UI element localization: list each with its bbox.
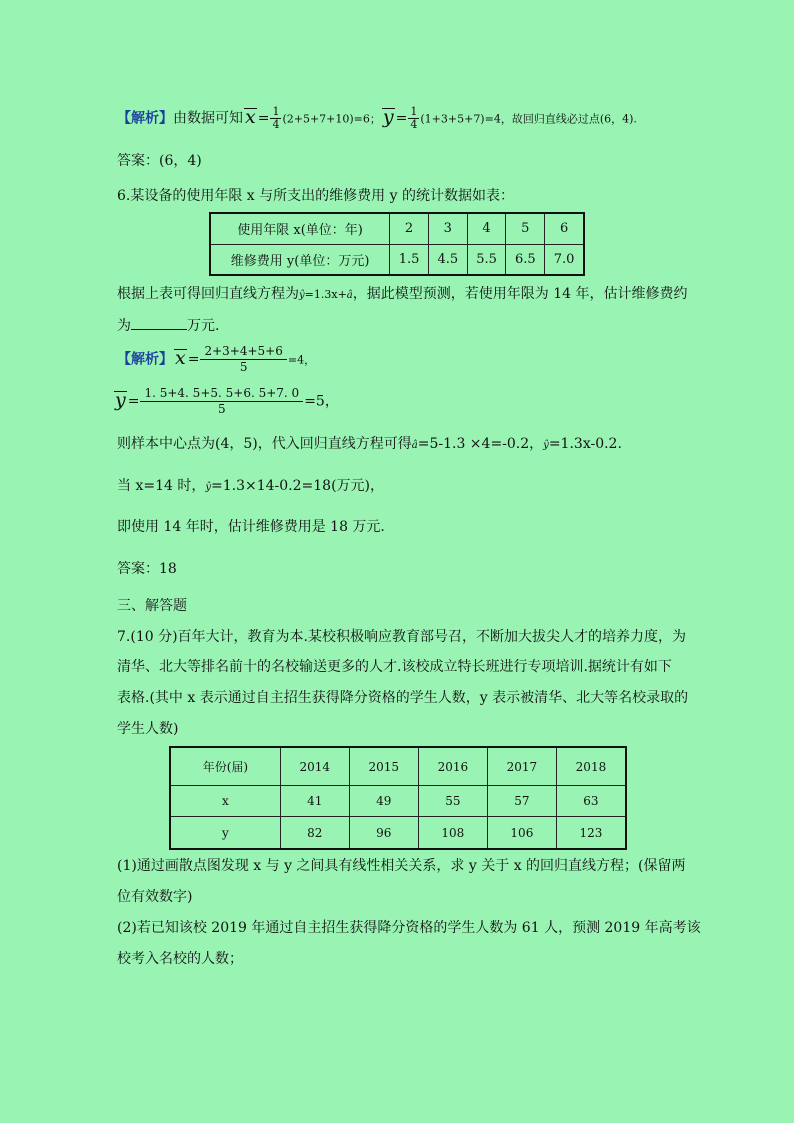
q6-line-3: 为 万元. — [117, 315, 219, 336]
answer-1: 答案：(6，4) — [117, 153, 202, 169]
q7-table — [169, 746, 627, 850]
y-bar: y — [382, 105, 394, 128]
q7-line-4: 学生人数) — [117, 721, 179, 737]
analysis2-estimate: 即使用 14 年时，估计维修费用是 18 万元. — [117, 519, 385, 535]
x-fraction: $\frac{2+3+4+5+6}{5}$ — [200, 344, 286, 375]
table-row: 使用年限 x(单位：年) 2 3 4 5 6 — [210, 213, 584, 244]
table-row: 维修费用 y(单位：万元) 1.5 4.5 5.5 6.5 7.0 — [210, 244, 584, 275]
analysis-tag: 【解析】 — [117, 110, 173, 127]
x-bar: x — [245, 105, 256, 128]
q7-sub2-line-2: 校考入名校的人数； — [117, 951, 243, 967]
fraction-quarter: $\frac{1}{4}$ — [272, 105, 280, 131]
y-bar-2: y — [115, 388, 126, 411]
table-row: x 41 49 55 57 63 — [170, 786, 626, 817]
analysis2-when: 当 x=14 时，ŷ=1.3×14-0.2=18(万元)， — [117, 478, 385, 494]
answer-2: 答案：18 — [117, 561, 177, 577]
q7-sub1-line-1: (1)通过画散点图发现 x 与 y 之间具有线性相关关系，求 y 关于 x 的回归直线方程；(保留两 — [117, 858, 686, 874]
table-row: y 82 96 108 106 123 — [170, 817, 626, 849]
q7-line-1: 7.(10 分)百年大计，教育为本.某校积极响应教育部号召，不断加大拔尖人才的培养力度，为 — [117, 629, 686, 645]
section-title: 三、解答题 — [117, 598, 187, 614]
analysis-line-1: 【解析】由数据可知 x = $\frac{1}{4}$ (2+5+7+10)=6； y = $\frac{1}{4}$ (1+3+5+7)=4，故回归直线必过点(6，4). — [117, 105, 637, 131]
analysis-tag-2: 【解析】 — [117, 351, 173, 368]
fraction-quarter-2: $\frac{1}{4}$ — [410, 105, 418, 131]
q7-line-2: 清华、北大等排名前十的名校输送更多的人才.该校成立特长班进行专项培训.据统计有如下 — [117, 659, 672, 675]
answer-blank — [131, 315, 187, 330]
analysis2-center: 则样本中心点为(4，5)，代入回归直线方程可得â=5-1.3 ×4=-0.2，ŷ=1.3x-0.2. — [117, 436, 622, 452]
q6-stem: 6.某设备的使用年限 x 与所支出的维修费用 y 的统计数据如表： — [117, 188, 514, 204]
analysis2-x-line: 【解析】 x = $\frac{2+3+4+5+6}{5}$ =4， — [117, 344, 316, 374]
analysis2-y-line: y = $\frac{1. 5+4. 5+5. 5+6. 5+7. 0}{5}$ =5， — [115, 386, 339, 416]
q7-sub1-line-2: 位有效数字) — [117, 889, 193, 905]
q7-line-3: 表格.(其中 x 表示通过自主招生获得降分资格的学生人数，y 表示被清华、北大等名校录取的 — [117, 690, 689, 706]
table-row: 年份(届) 2014 2015 2016 2017 2018 — [170, 747, 626, 786]
x-bar-2: x — [175, 346, 186, 369]
q7-sub2-line-1: (2)若已知该校 2019 年通过自主招生获得降分资格的学生人数为 61 人，预测 2019 年高考该 — [117, 920, 701, 936]
y-fraction: $\frac{1. 5+4. 5+5. 5+6. 5+7. 0}{5}$ — [140, 386, 303, 417]
q6-line-2: 根据上表可得回归直线方程为ŷ=1.3x+â，据此模型预测，若使用年限为 14 年，估计维修费约 — [117, 286, 688, 302]
q6-table — [209, 212, 585, 276]
